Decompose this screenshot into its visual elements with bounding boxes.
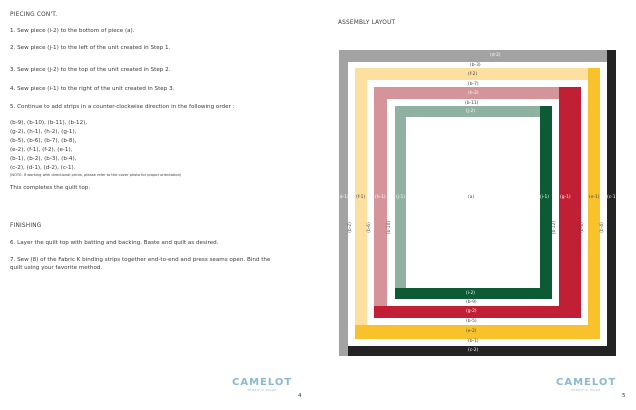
label-e2: (e-2) [466, 329, 477, 334]
label-b4: (b-4) [599, 222, 605, 233]
label-c2: (c-2) [468, 348, 479, 353]
label-g2: (g-2) [466, 309, 477, 314]
label-b1: (b-1) [468, 339, 479, 344]
strip-j1 [395, 117, 406, 288]
step-6: 6. Layer the quilt top with batting and backing. Baste and quilt as desired. [10, 240, 219, 246]
label-b11: (b-11) [465, 101, 479, 106]
strip-b5 [367, 318, 588, 325]
label-d2: (d-2) [490, 53, 501, 58]
label-c1: (c-1) [607, 195, 618, 200]
strip-b6 [367, 80, 374, 318]
label-b7: (b-7) [468, 82, 479, 87]
label-h2: (h-2) [468, 91, 479, 96]
strip-e2 [355, 325, 600, 339]
label-b2: (b-2) [347, 222, 353, 233]
label-i1: (i-1) [540, 195, 550, 200]
order-line: (e-2), (f-1), (f-2), (e-1), [10, 147, 73, 153]
logo-name: CAMELOT [232, 377, 293, 388]
label-f2: (f-2) [468, 72, 478, 77]
step-1: 1. Sew piece (i-2) to the bottom of piece (a). [10, 28, 135, 34]
strip-b7 [374, 80, 588, 87]
step-3: 3. Sew piece (j-2) to the top of the unit created in Step 2. [10, 67, 171, 73]
logo-tagline: TERRIFIC MADE [247, 388, 277, 392]
right-page [318, 0, 636, 410]
strip-b8 [581, 87, 588, 318]
label-d1: (d-1) [338, 195, 349, 200]
label-h1: (h-1) [375, 195, 386, 200]
label-a: (a) [468, 195, 475, 200]
strip-d2 [339, 50, 607, 62]
label-b5: (b-5) [466, 319, 477, 324]
quilt-layout [318, 0, 636, 410]
camelot-logo [232, 378, 292, 392]
step-2: 2. Sew piece (j-1) to the left of the unit created in Step 1. [10, 45, 171, 51]
label-b10: (b-10) [387, 220, 393, 235]
page-number: 4 [298, 393, 302, 399]
step-7: 7. Sew (8) of the Fabric K binding strips together end-to-end and press seams open. Bind the [10, 257, 271, 263]
strip-h2 [374, 87, 559, 99]
assembly-heading: ASSEMBLY LAYOUT [338, 20, 396, 26]
label-g1: (g-1) [560, 195, 571, 200]
order-line: (c-2), (d-1), (d-2), (c-1). [10, 165, 76, 171]
logo-tagline: TERRIFIC MADE [571, 388, 601, 392]
order-line: (b-5), (b-6), (b-7), (b-8), [10, 138, 77, 144]
order-line: (b-9), (b-10), (b-11), (b-12), [10, 120, 88, 126]
label-b12: (b-12) [552, 220, 558, 235]
strip-g2 [374, 306, 581, 318]
strip-b4 [600, 62, 607, 339]
piecing-heading: PIECING CON'T. [10, 12, 58, 18]
center-block-a [406, 117, 540, 288]
strip-b12 [552, 106, 559, 299]
strip-d1 [339, 62, 348, 356]
label-b8: (b-8) [579, 222, 585, 233]
strip-b2 [348, 62, 355, 339]
label-e1: (e-1) [589, 195, 600, 200]
step-7-continued: quilt using your favorite method. [10, 265, 103, 271]
label-i2: (i-2) [466, 291, 476, 296]
strip-b10 [387, 99, 395, 299]
order-line: (g-2), (h-1), (h-2), (g-1), [10, 129, 77, 135]
label-j1: (j-1) [396, 195, 406, 200]
directional-note: (NOTE: If working with directional prints, please refer to the cover photo for proper orientation) [10, 173, 182, 177]
finishing-heading: FINISHING [10, 223, 42, 229]
order-line: (b-1), (b-2), (b-3), (b-4), [10, 156, 77, 162]
strip-c2 [348, 346, 616, 356]
page-number: 5 [622, 393, 626, 399]
step-5: 5. Continue to add strips in a counter-clockwise direction in the following order : [10, 104, 235, 110]
label-b6: (b-6) [366, 222, 372, 233]
label-b3: (b-3) [470, 63, 481, 68]
label-f1: (f-1) [356, 195, 366, 200]
completion-text: This completes the quilt top. [10, 185, 91, 191]
logo-name: CAMELOT [556, 377, 617, 388]
label-j2: (j-2) [466, 109, 476, 114]
strip-f1 [355, 80, 367, 325]
strip-h1 [374, 99, 387, 306]
step-4: 4. Sew piece (i-1) to the right of the unit created in Step 3. [10, 86, 175, 92]
label-b9: (b-9) [466, 300, 477, 305]
camelot-logo [556, 378, 616, 392]
